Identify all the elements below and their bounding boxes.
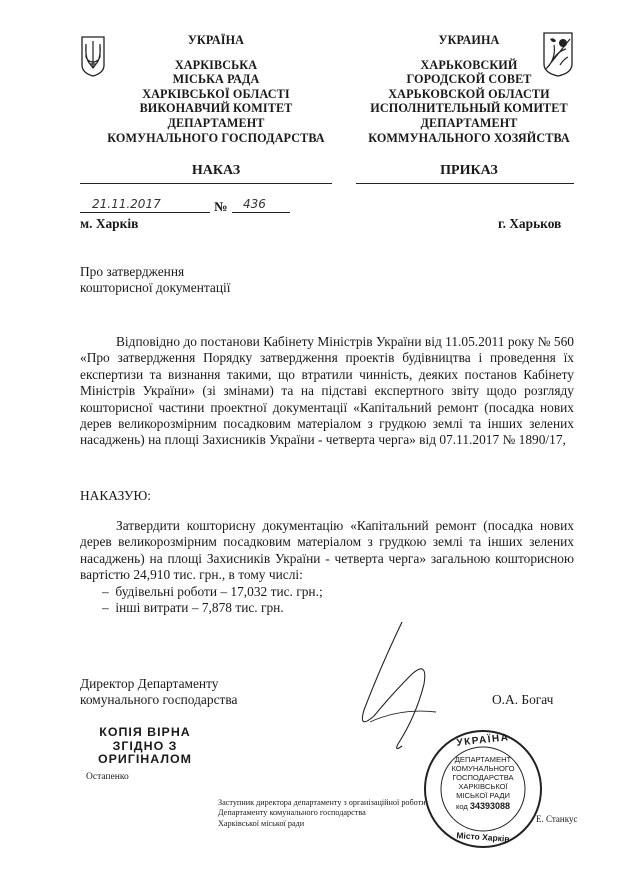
order-items [102, 584, 323, 617]
seal-top-text: УКРАЇНА [456, 732, 510, 749]
preamble-paragraph: Відповідно до постанови Кабінету Міністрів України від 11.05.2011 року № 560 «Про затвердження Порядку затвердження проектів будівництва і проведення їх експертизи та визнання такими, що втратили чинність, деяких постанов Кабінету Міністрів України» (зі змінами) та на підставі експертного звіту щодо розгляду кошторисної частини проектної документації «Капітальний ремонт (посадка нових дерев великорозмірним посадковим матеріалом з грудкою землі та інших зелених насаджень) на площі Захисників України - четверта черга» від 07.11.2017 № 1890/17, [80, 334, 574, 448]
seal-line: ГОСПОДАРСТВА [452, 773, 514, 782]
header-right-line: КОММУНАЛЬНОГО ХОЗЯЙСТВА [368, 130, 570, 145]
list-item: – будівельні роботи – 17,032 тис. грн.; [102, 584, 323, 599]
number-handwritten: 436 [243, 197, 266, 211]
signatory-position-line: Директор Департаменту [80, 676, 219, 691]
signatory-name: О.А. Богач [492, 692, 554, 707]
copy-stamp-line: ОРИГІНАЛОМ [98, 752, 192, 767]
copy-stamp [98, 726, 192, 767]
certifier-line: Департаменту комунального господарства [218, 808, 366, 818]
doc-type-right: ПРИКАЗ [440, 163, 498, 178]
certifier-name: Е. Станкус [536, 814, 578, 824]
subject [80, 264, 230, 297]
header-right-line: ИСПОЛНИТЕЛЬНЫЙ КОМИТЕТ [370, 101, 568, 116]
city-right: г. Харьков [498, 216, 562, 231]
seal-center [442, 755, 524, 811]
signatory-position [80, 676, 237, 709]
seal-line: МІСЬКОЇ РАДИ [456, 791, 510, 800]
seal-bottom-text: Місто Харків [456, 830, 510, 844]
certifier-line: Харківської міської ради [218, 818, 305, 828]
header-right-line: ГОРОДСКОЙ СОВЕТ [406, 72, 532, 87]
header-right-line: ХАРЬКОВСКОЙ ОБЛАСТИ [388, 86, 550, 101]
signatory-position-line: комунального господарства [80, 692, 238, 708]
header-left-country: УКРАЇНА [187, 33, 245, 47]
header-right [356, 33, 582, 145]
executor-name: Остапенко [86, 772, 129, 782]
certifier-block [218, 798, 426, 829]
header-left-line: ДЕПАРТАМЕНТ [167, 115, 265, 130]
header-left-line: ХАРКІВСЬКА [174, 57, 258, 72]
date-handwritten: 21.11.2017 [92, 197, 161, 211]
seal-line: КОМУНАЛЬНОГО [451, 764, 515, 773]
round-seal [422, 728, 544, 850]
copy-stamp-line: ЗГІДНО З [112, 738, 178, 753]
header-right-country: УКРАИНА [438, 33, 500, 47]
header-left-line: ХАРКІВСЬКОЇ ОБЛАСТІ [142, 86, 290, 101]
divider-left [80, 183, 332, 184]
order-word: НАКАЗУЮ: [80, 488, 151, 503]
city-left: м. Харків [80, 216, 139, 231]
subject-line: кошторисної документації [80, 280, 231, 296]
header-left-line: МІСЬКА РАДА [172, 72, 260, 87]
seal-code-row [442, 802, 524, 811]
header-left [98, 33, 334, 145]
number-label: № [214, 199, 228, 214]
number-underline [232, 212, 290, 213]
seal-line: ДЕПАРТАМЕНТ [454, 755, 512, 764]
seal-line: ХАРКІВСЬКОЇ [458, 782, 508, 791]
list-item-text: інші витрати – 7,878 тис. грн. [115, 600, 284, 616]
date-underline [80, 212, 210, 213]
header-right-line: ХАРЬКОВСКИЙ [420, 57, 518, 72]
list-item-text: будівельні роботи – 17,032 тис. грн.; [115, 584, 323, 599]
divider-right [356, 183, 574, 184]
seal-code-label: код [455, 802, 468, 811]
subject-line: Про затвердження [80, 264, 185, 279]
order-paragraph: Затвердити кошторисну документацію «Капітальний ремонт (посадка нових дерев великорозмірним посадковим матеріалом з грудкою землі та інших зелених насаджень) на площі Захисників України - четверта черга» загальною кошторисною вартістю 24,910 тис. грн., в тому числі: [80, 518, 574, 583]
doc-type-left: НАКАЗ [191, 163, 241, 178]
certifier-line: Заступник директора департаменту з організаційної роботи [218, 798, 426, 807]
header-left-line: КОМУНАЛЬНОГО ГОСПОДАРСТВА [107, 130, 325, 145]
list-item: – інші витрати – 7,878 тис. грн. [102, 600, 284, 616]
copy-stamp-line: КОПІЯ ВІРНА [99, 725, 191, 739]
header-left-line: ВИКОНАВЧИЙ КОМІТЕТ [139, 101, 293, 116]
header-right-line: ДЕПАРТАМЕНТ [420, 115, 518, 130]
seal-code: 34393088 [469, 801, 511, 811]
